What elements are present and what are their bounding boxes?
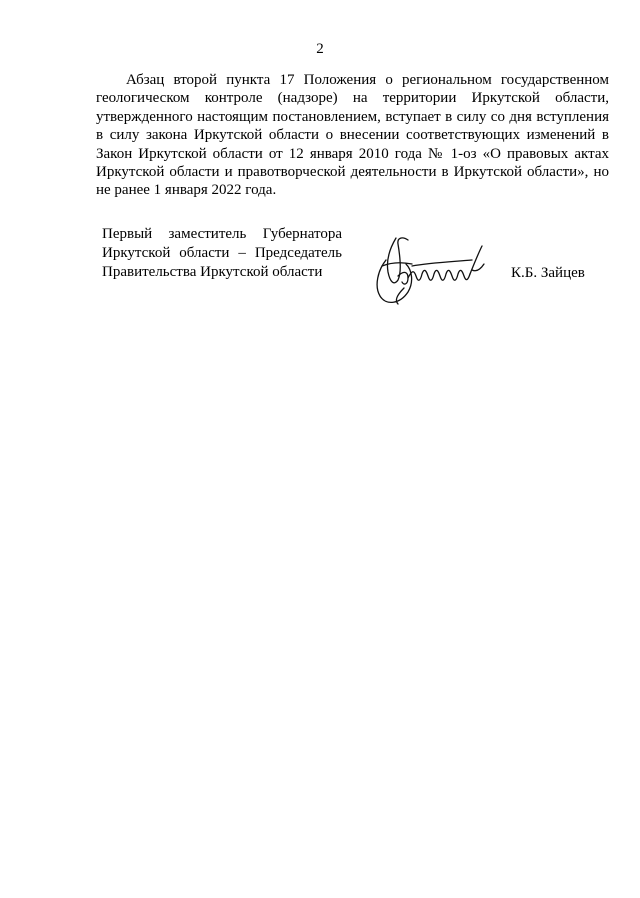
signatory-position-line-3: Правительства Иркутской области: [102, 264, 323, 280]
page-number: 2: [316, 41, 324, 57]
signer-name: К.Б. Зайцев: [511, 265, 585, 281]
signatory-position: [102, 225, 342, 282]
signatory-position-line-1: Первый заместитель Губернатора: [102, 226, 342, 242]
signatory-position-line-2: Иркутской области – Председатель: [102, 245, 342, 261]
handwritten-signature-icon: [368, 230, 498, 310]
body-paragraph: Абзац второй пункта 17 Положения о региональном государственном геологическом контроле (надзоре) на территории Иркутской области, утвержденного настоящим постановлением, вступает в силу со дня вступления в силу закона Иркутской области о внесении соответствующих изменений в Закон Иркутской области от 12 января 2010 года № 1-оз «О правовых актах Иркутской области и правотворческой деятельности в Иркутской области», но не ранее 1 января 2022 года.: [96, 72, 609, 199]
